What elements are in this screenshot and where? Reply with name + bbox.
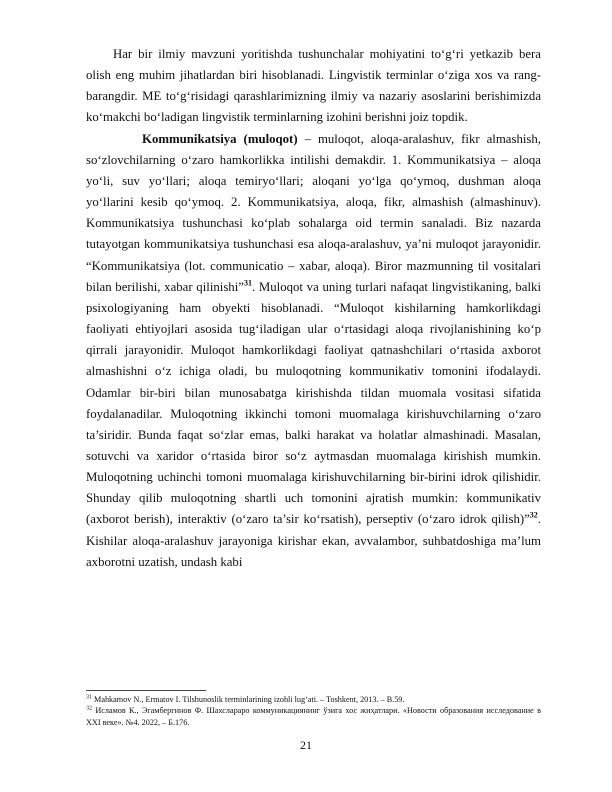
footnote-text: Mahkamov N., Ermatov I. Tilshunoslik terminlarining izohli lug‘ati. – Toshkent, 2013. – B.59. [92, 695, 405, 704]
paragraph-intro: Har bir ilmiy mavzuni yoritishda tushunchalar mohiyatini to‘g‘ri yetkazib bera olish eng muhim jihatlardan biri hisoblanadi. Lingvistik terminlar o‘ziga xos va rang-barangdir. ME to‘g‘risidagi qarashlarimizning ilmiy va nazariy asoslarini berishimizda ko‘makchi bo‘ladigan lingvistik terminlarning izohini berishni joiz topdik. [86, 47, 541, 125]
footnote-31 [86, 694, 541, 705]
footnote-32 [86, 705, 541, 728]
paragraph-text-a: – muloqot, aloqa-aralashuv, fikr almashish, so‘zlovchilarning o‘zaro hamkorlikka intilishi demakdir. 1. Kommunikatsiya – aloqa yo‘li, suv yo‘llari; aloqa temiryo‘llari; aloqani yo‘lga qo‘ymoq, dushman aloqa yo‘llarini kesib qo‘ymoq. 2. Kommunikatsiya, aloqa, fikr, almashish (almashinuv). Kommunikatsiya tushunchasi ko‘plab sohalarga oid termin sanaladi. Biz nazarda tutayotgan kommunikatsiya tushunchasi esa aloqa-aralashuv, ya’ni muloqot jarayonidir. “Kommunikatsiya (lot. communicatio – xabar, aloqa). Biror mazmunning til vositalari bilan berilishi, xabar qilinishi” [86, 131, 541, 294]
paragraph-text-b: . Muloqot va uning turlari nafaqat lingvistikaning, balki psixologiyaning ham obyekti hisoblanadi. “Muloqot kishilarning hamkorlikdagi faoliyati ehtiyojlari asosida tug‘iladigan ular o‘rtasidagi aloqa rivojlanishining ko‘p qirrali jarayonidir. Muloqot hamkorlikdagi faoliyat qatnashchilari o‘rtasida axborot almashishni o‘z ichiga oladi, bu muloqotning kommunikativ tomonini ifodalaydi. Odamlar bir-biri bilan munosabatga kirishishda tildan muomala vositasi sifatida foydalanadilar. Muloqotning ikkinchi tomoni muomalaga kirishuvchilarning o‘zaro ta’siridir. Bunda faqat so‘zlar emas, balki harakat va holatlar almashinadi. Masalan, sotuvchi va xaridor o‘rtasida biror so‘z aytmasdan muomalaga kirishish mumkin. Muloqotning uchinchi tomoni muomalaga kirishuvchilarning bir-birini idrok qilishidir. Shunday qilib muloqotning shartli uch tomonini ajratish mumkin: kommunikativ (axborot berish), interaktiv (o‘zaro ta’sir ko‘rsatish), perseptiv (o‘zaro idrok qilish)” [86, 279, 541, 527]
footnote-divider [86, 690, 206, 691]
footnote-ref-32[interactable]: 32 [529, 511, 538, 521]
footnote-number: 31 [86, 694, 92, 701]
paragraph-text-c: . Kishilar aloqa-aralashuv jarayoniga kirishar ekan, avvalambor, suhbatdoshiga ma’lum axborotni uzatish, undash kabi [86, 512, 541, 569]
footnotes [86, 694, 541, 728]
page-number: 21 [300, 738, 312, 752]
paragraph-kommunikatsiya [86, 129, 541, 573]
term-kommunikatsiya: Kommunikatsiya (muloqot) [142, 131, 298, 146]
body-text [86, 44, 541, 573]
footnote-ref-31[interactable]: 31 [243, 278, 252, 288]
footnote-number: 32 [86, 705, 92, 712]
footnote-text: Исламов К., Эгамбергинов Ф. Шахсларaро коммуникациянинг ўзига хос жиҳатлари. «Новости образования исследование в ХХI веке». №4. 2022, – Б.176. [86, 706, 541, 727]
